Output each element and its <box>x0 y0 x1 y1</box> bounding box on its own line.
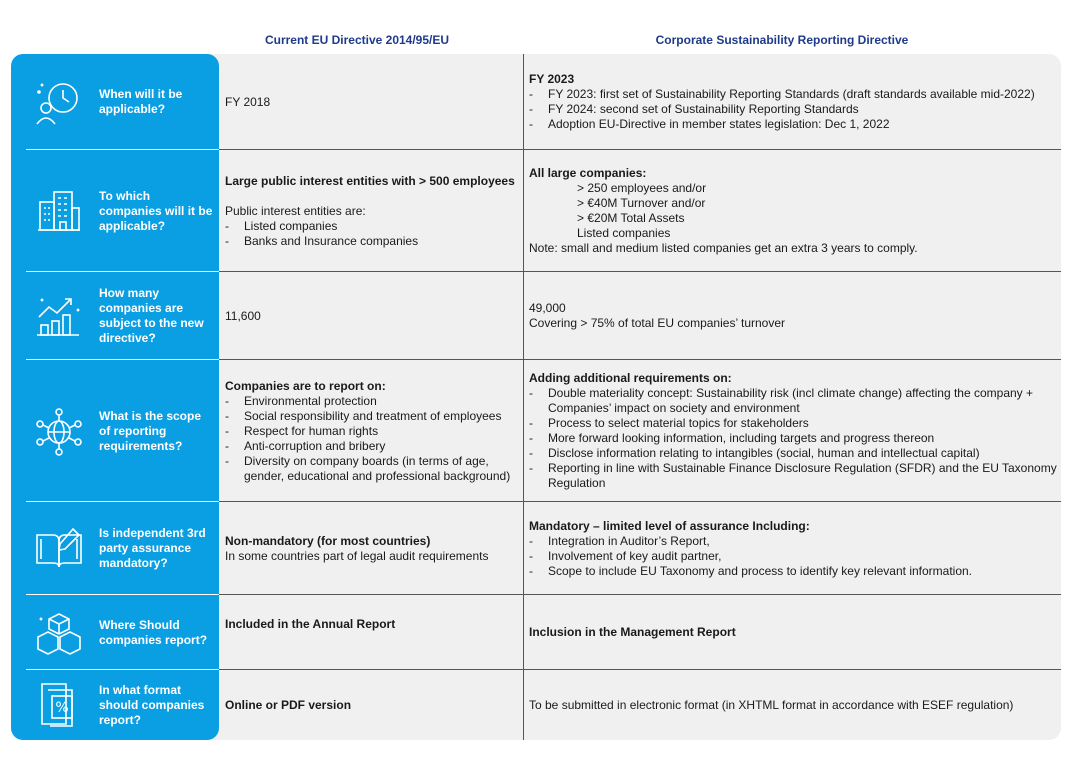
list-item: Listed companies <box>577 226 671 240</box>
list-item: - Integration in Auditor’s Report, <box>529 534 1057 549</box>
csrd-cell <box>529 272 1057 360</box>
open-book-icon <box>29 521 89 577</box>
question-label: What is the scope of reporting requirements? <box>99 408 202 453</box>
current-cell <box>225 272 523 360</box>
percent-document-icon <box>29 677 89 733</box>
cell-heading: Companies are to report on: <box>225 378 386 393</box>
current-cell <box>225 360 523 502</box>
list-item: > €20M Total Assets <box>577 211 685 225</box>
cell-heading: FY 2023 <box>529 72 575 86</box>
list-item: - Reporting in line with Sustainable Finance Disclosure Regulation (SFDR) and the EU Taxonomy Regulation <box>529 461 1057 491</box>
bullet-list <box>529 87 1057 132</box>
list-item: - Adoption EU-Directive in member states legislation: Dec 1, 2022 <box>529 117 1057 132</box>
list-item: - Diversity on company boards (in terms of age, gender, educational and professional background) <box>225 454 523 484</box>
question-cell <box>11 670 219 740</box>
cell-text: In some countries part of legal audit requirements <box>225 548 489 563</box>
cell-heading: Large public interest entities with > 500 employees <box>225 173 515 188</box>
question-cell <box>11 502 219 595</box>
current-cell <box>225 595 523 670</box>
current-cell <box>225 670 523 740</box>
cell-text: Covering > 75% of total EU companies’ turnover <box>529 316 786 330</box>
growth-chart-icon <box>29 288 89 344</box>
list-item: - Double materiality concept: Sustainability risk (incl climate change) affecting the company + Companies’ impact on society and environment <box>529 386 1057 416</box>
table-row-format <box>11 670 1061 740</box>
cell-heading: Adding additional requirements on: <box>529 371 732 385</box>
table-row-how-many <box>11 272 1061 360</box>
csrd-cell <box>529 150 1057 272</box>
list-item: - Involvement of key audit partner, <box>529 549 1057 564</box>
cubes-icon <box>29 605 89 661</box>
current-cell <box>225 150 523 272</box>
list-item: - Disclose information relating to intangibles (social, human and intellectual capital) <box>529 446 1057 461</box>
cell-heading: Inclusion in the Management Report <box>529 625 736 639</box>
csrd-cell <box>529 502 1057 595</box>
cell-text: To be submitted in electronic format (in XHTML format in accordance with ESEF regulation) <box>529 697 1014 712</box>
list-item: > 250 employees and/or <box>577 181 707 195</box>
list-item: - Respect for human rights <box>225 424 523 439</box>
question-cell <box>11 150 219 272</box>
svg-text:%: % <box>55 700 69 716</box>
column-header-csrd-label: Corporate Sustainability Reporting Directive <box>655 33 909 47</box>
cell-heading: Included in the Annual Report <box>225 617 396 631</box>
table-row-applicable-companies <box>11 150 1061 272</box>
list-item: - FY 2023: first set of Sustainability Reporting Standards (draft standards available mid-2022) <box>529 87 1057 102</box>
table-row-applicable-when <box>11 54 1061 150</box>
question-cell <box>11 360 219 502</box>
list-item: - Anti-corruption and bribery <box>225 439 523 454</box>
csrd-cell <box>529 360 1057 502</box>
bullet-list <box>529 386 1057 491</box>
globe-network-icon <box>29 403 89 459</box>
clock-person-icon <box>29 74 89 130</box>
bullet-list <box>225 219 523 249</box>
csrd-cell <box>529 670 1057 740</box>
building-icon <box>29 183 89 239</box>
list-item: - Social responsibility and treatment of employees <box>225 409 523 424</box>
cell-text: 11,600 <box>225 308 261 323</box>
bullet-list <box>529 534 1057 579</box>
current-cell <box>225 54 523 150</box>
list-item: - Listed companies <box>225 219 523 234</box>
question-label: When will it be applicable? <box>99 87 183 116</box>
question-label: To which companies will it be applicable? <box>99 188 213 233</box>
current-cell <box>225 502 523 595</box>
bullet-list <box>225 394 523 484</box>
table-row-where-report <box>11 595 1061 670</box>
cell-heading: All large companies: <box>529 166 647 180</box>
question-label: In what format should companies report? <box>99 682 205 727</box>
question-label: Where Should companies report? <box>99 617 208 647</box>
cell-heading: Non-mandatory (for most countries) <box>225 533 431 548</box>
list-item: - Scope to include EU Taxonomy and process to identify key relevant information. <box>529 564 1057 579</box>
list-item: - Banks and Insurance companies <box>225 234 523 249</box>
column-header-current-label: Current EU Directive 2014/95/EU <box>264 33 450 47</box>
cell-heading: Online or PDF version <box>225 697 352 712</box>
list-item: - More forward looking information, including targets and progress thereon <box>529 431 1057 446</box>
cell-text: Public interest entities are: <box>225 203 366 218</box>
csrd-cell <box>529 595 1057 670</box>
cell-text: 49,000 <box>529 301 566 315</box>
table-row-assurance <box>11 502 1061 595</box>
list-item: - Environmental protection <box>225 394 523 409</box>
list-item: - FY 2024: second set of Sustainability Reporting Standards <box>529 102 1057 117</box>
list-item: > €40M Turnover and/or <box>577 196 706 210</box>
cell-heading: Mandatory – limited level of assurance Including: <box>529 518 810 533</box>
question-label: How many companies are subject to the new directive? <box>99 286 204 345</box>
question-cell <box>11 272 219 360</box>
list-item: - Process to select material topics for stakeholders <box>529 416 1057 431</box>
question-cell <box>11 54 219 150</box>
table-row-scope <box>11 360 1061 502</box>
question-cell <box>11 595 219 670</box>
csrd-cell <box>529 54 1057 150</box>
question-label: Is independent 3rd party assurance mandatory? <box>99 526 206 570</box>
cell-note: Note: small and medium listed companies get an extra 3 years to comply. <box>529 241 918 255</box>
cell-text: FY 2018 <box>225 94 271 109</box>
